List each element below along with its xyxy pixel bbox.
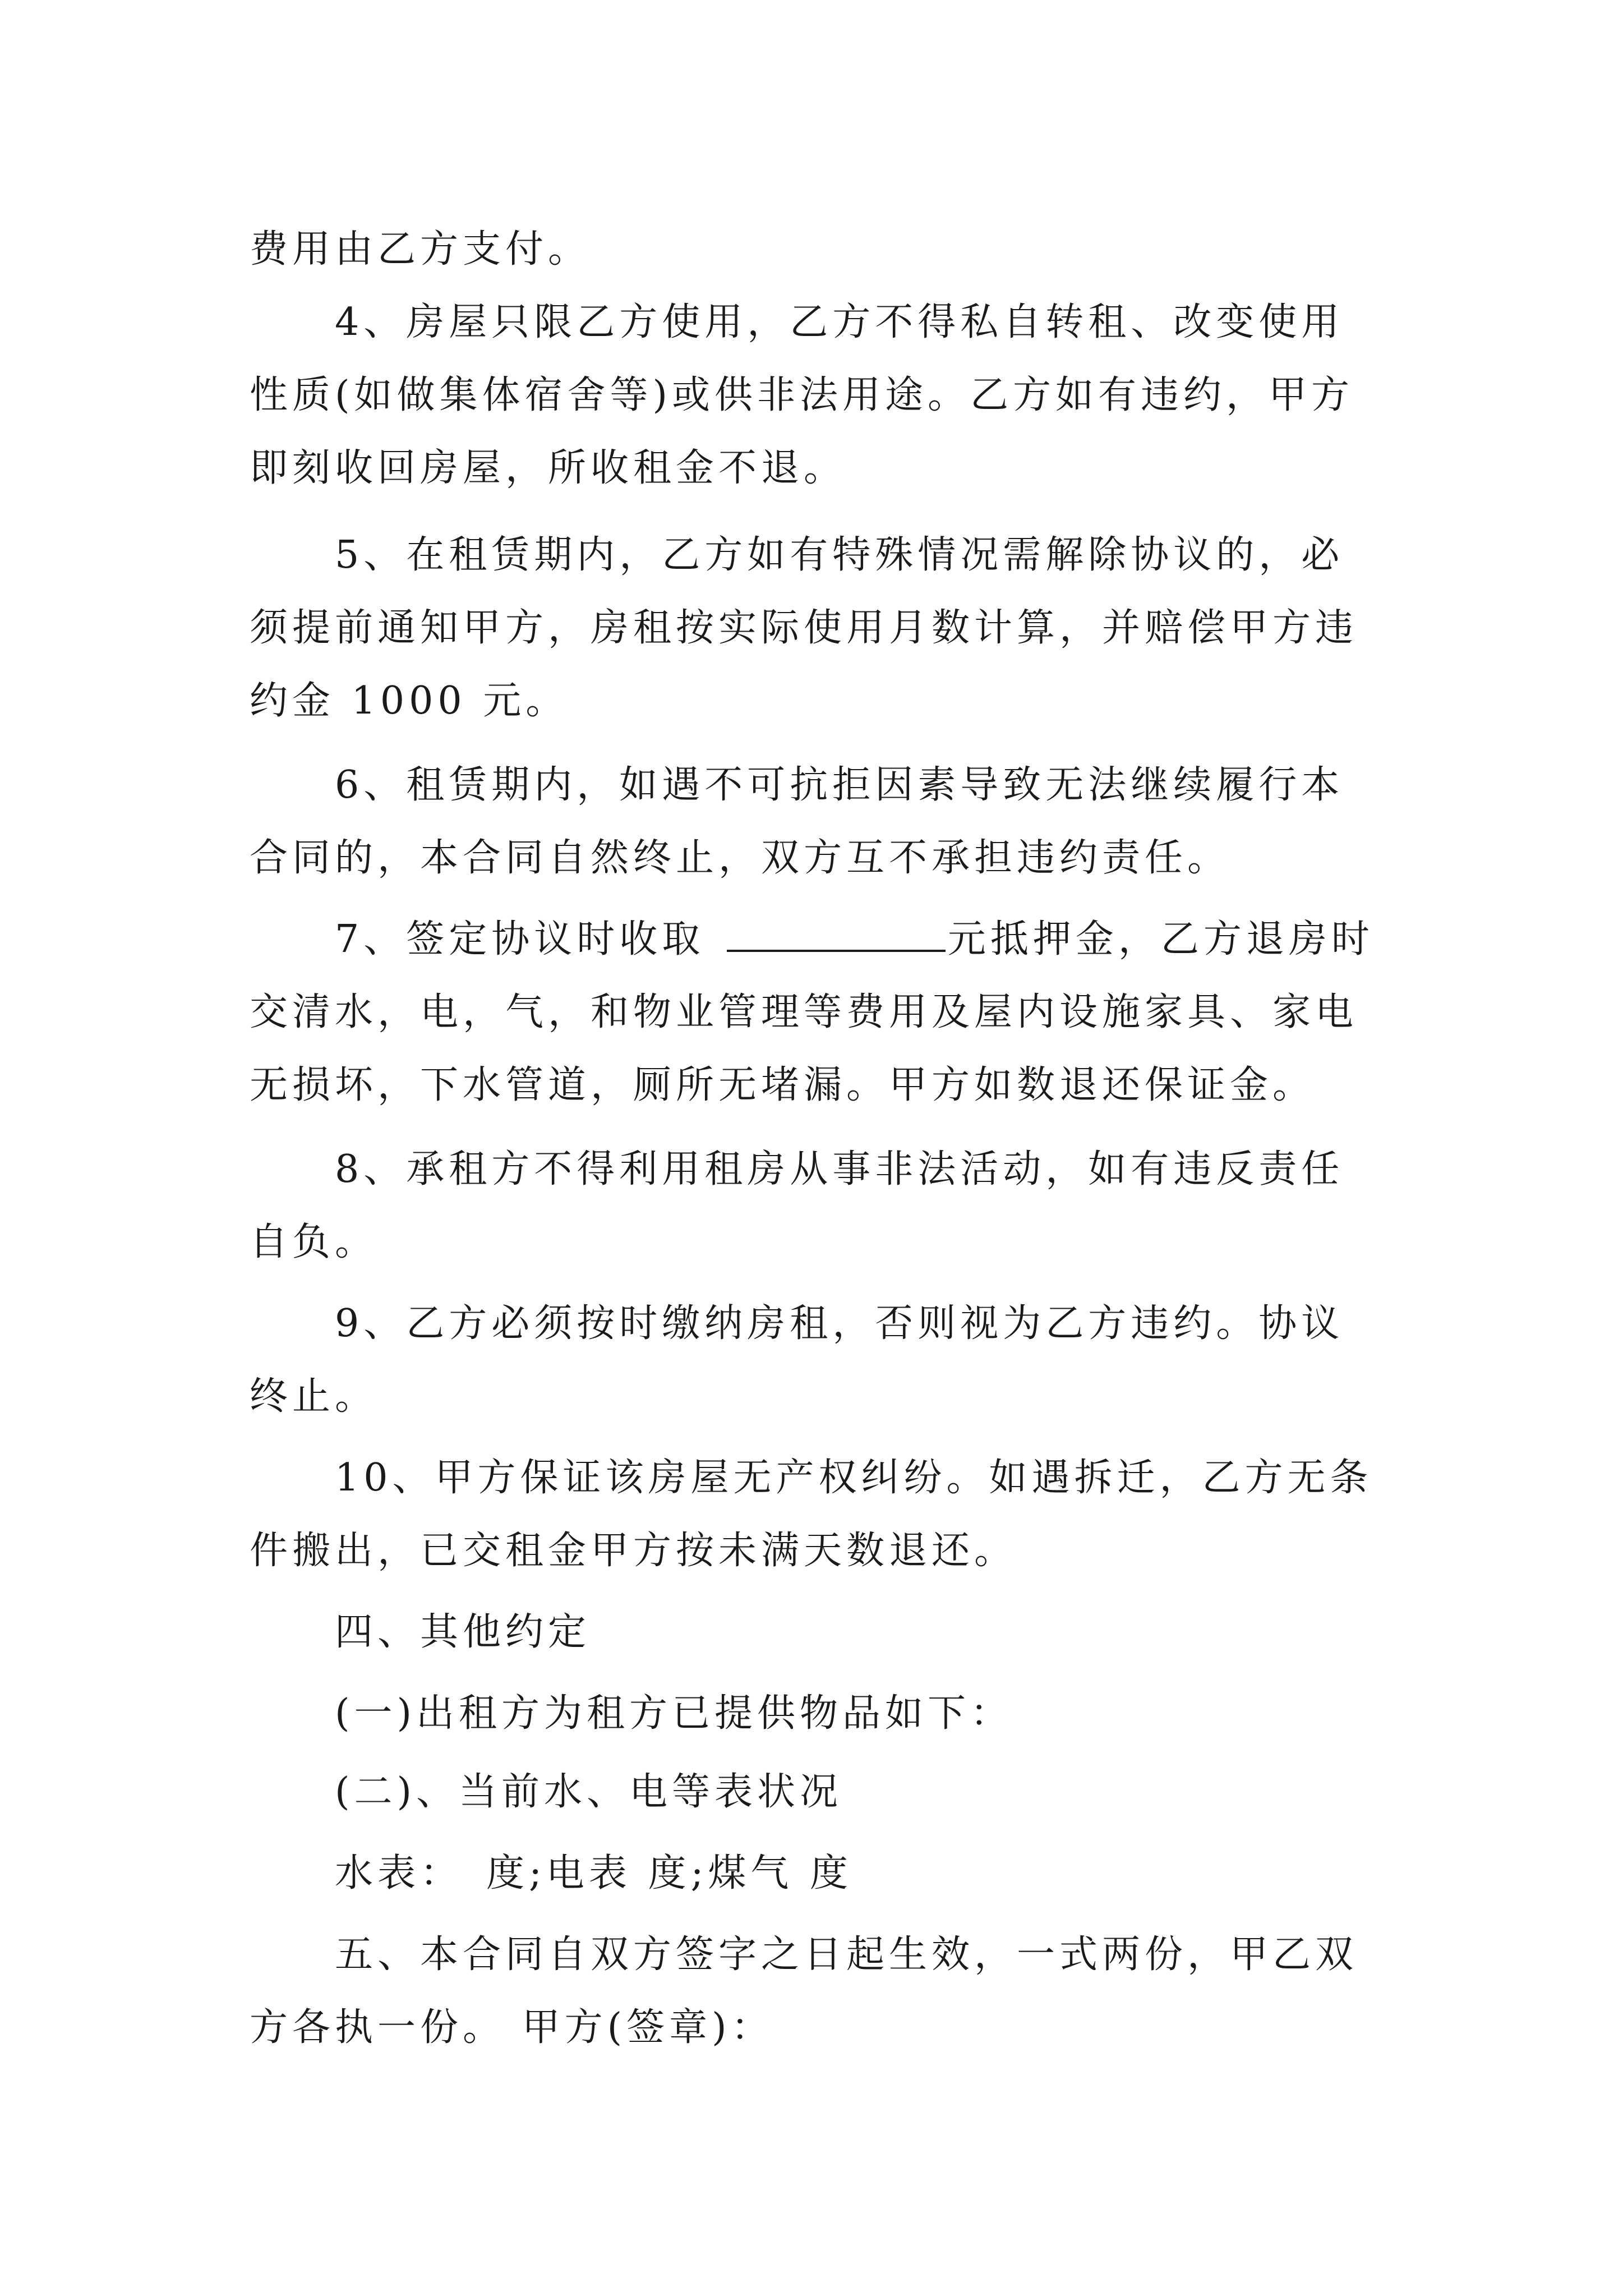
text-line: 合同的，本合同自然终止，双方互不承担违约责任。: [250, 836, 1230, 880]
text-line: 终止。: [250, 1374, 378, 1419]
text-line: 自负。: [250, 1220, 378, 1264]
text-line: 6、租赁期内，如遇不可抗拒因素导致无法继续履行本: [250, 763, 1344, 807]
text-line: (一)出租方为租方已提供物品如下：: [250, 1691, 1013, 1736]
text-line: 4、房屋只限乙方使用，乙方不得私自转租、改变使用: [250, 300, 1344, 344]
signature-line: 方各执一份。 甲方(签章)：: [250, 2005, 774, 2050]
text-line: 即刻收回房屋，所收租金不退。: [250, 446, 847, 490]
text-line: 无损坏，下水管道，厕所无堵漏。甲方如数退还保证金。: [250, 1063, 1316, 1107]
text-line: 件搬出，已交租金甲方按未满天数退还。: [250, 1529, 1017, 1573]
text-line: 5、在租赁期内，乙方如有特殊情况需解除协议的，必: [250, 533, 1344, 577]
section-heading: 四、其他约定: [250, 1610, 591, 1654]
clause-7-prefix: 7、签定协议时收取: [250, 917, 721, 961]
deposit-amount-blank: [727, 915, 946, 952]
text-line: 交清水，电，气，和物业管理等费用及屋内设施家具、家电: [250, 990, 1358, 1034]
text-line: 约金 1000 元。: [250, 679, 569, 723]
clause-7-line: [250, 900, 1374, 979]
text-line: 性质(如做集体宿舍等)或供非法用途。乙方如有违约，甲方: [250, 373, 1354, 417]
text-line: (二)、当前水、电等表状况: [250, 1770, 843, 1814]
clause-7-suffix: 元抵押金，乙方退房时: [947, 917, 1374, 961]
text-line: 10、甲方保证该房屋无产权纠纷。如遇拆迁，乙方无条: [250, 1456, 1373, 1500]
meter-readings-line: 水表： 度;电表 度;煤气 度: [250, 1851, 853, 1895]
text-line: 8、承租方不得利用租房从事非法活动，如有违反责任: [250, 1147, 1344, 1191]
text-line: 费用由乙方支付。: [250, 227, 591, 272]
text-line: 五、本合同自双方签字之日起生效，一式两份，甲乙双: [250, 1932, 1358, 1977]
text-line: 须提前通知甲方，房租按实际使用月数计算，并赔偿甲方违: [250, 606, 1358, 650]
text-line: 9、乙方必须按时缴纳房租，否则视为乙方违约。协议: [250, 1301, 1344, 1346]
